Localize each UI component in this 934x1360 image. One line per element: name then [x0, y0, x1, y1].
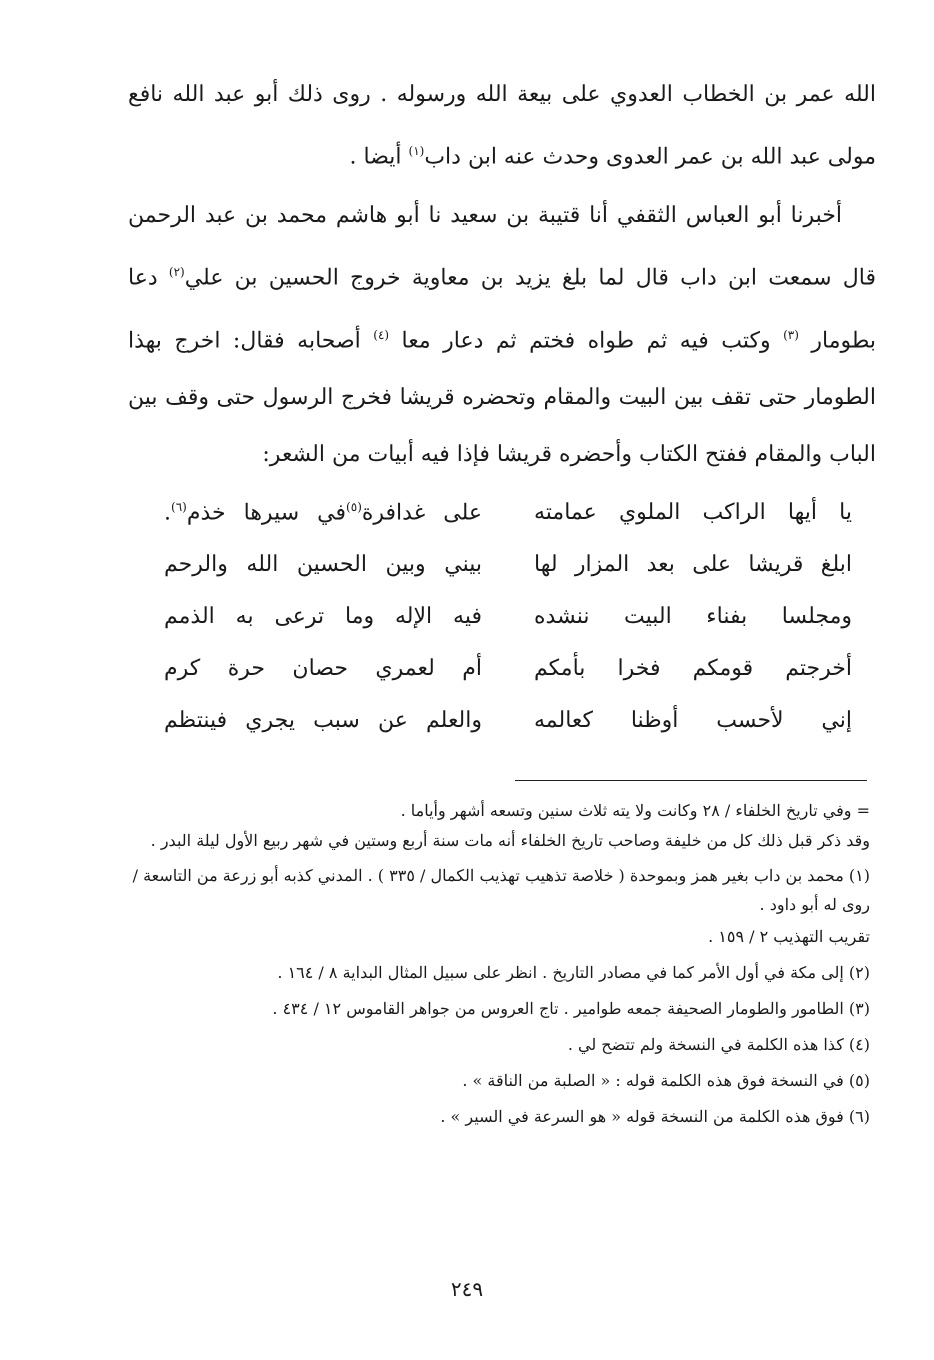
footnote-continued-text: وقد ذكر قبل ذلك كل من خليفة وصاحب تاريخ الخلفاء أنه مات سنة أربع وستين في شهر ربيع الأول ليلة البدر . [150, 831, 870, 850]
poem [128, 487, 876, 747]
footnote-ref-3: (٣) [783, 327, 799, 342]
footnote-1: (١) محمد بن داب بغير همز وبموحدة ( خلاصة تذهيب تهذيب الكمال / ٣٣٥ ) . المدني كذبه أبو زرعة من التاسعة / روى له أبو داود . [132, 866, 870, 914]
footnote-6: (٦) فوق هذه الكلمة من النسخة قوله « هو السرعة في السير » . [440, 1107, 870, 1126]
verse-first-hemistich: ومجلسا بفناء البيت ننشده [534, 604, 852, 630]
footnote-2: (٢) إلى مكة في أول الأمر كما في مصادر التاريخ . انظر على سبيل المثال البداية ٨ / ١٦٤ . [277, 963, 870, 982]
paragraph-1 [128, 66, 876, 185]
verse-second-hemistich [164, 500, 482, 525]
poem-verse [128, 487, 876, 539]
footnote-ref-6: (٦) [171, 500, 187, 515]
footnote-ref-2: (٢) [168, 265, 185, 280]
paragraph-2 [128, 187, 876, 483]
verse-second-hemistich: والعلم عن سبب يجري فينتظم [164, 708, 482, 734]
footnote-4: (٤) كذا هذه الكلمة في النسخة ولم تتضح لي . [567, 1035, 870, 1054]
footnote-ref-1: (١) [408, 144, 425, 158]
footnote-ref-5: (٥) [346, 500, 362, 515]
paragraph-1-end: أيضا . [349, 144, 409, 170]
paragraph-2-text-c: وكتب فيه ثم طواه فختم ثم دعار معا [389, 327, 784, 353]
paragraph-2-text-a: أخبرنا أبو العباس الثقفي أنا قتيبة بن سعيد نا أبو هاشم محمد بن عبد الرحمن قال سمعت ابن داب قال لما بلغ يزيد بن معاوية خروج الحسين بن علي [128, 203, 877, 291]
verse-first-hemistich: إني لأحسب أوظنا كعالمه [534, 708, 852, 734]
verse-first-hemistich: يا أيها الراكب الملوي عمامته [534, 500, 852, 526]
footnote-separator [515, 780, 867, 781]
poem-verse [128, 695, 876, 747]
footnotes [128, 796, 870, 1135]
verse-second-text-c: . [164, 500, 171, 526]
main-text [128, 66, 876, 747]
poem-verse [128, 539, 876, 591]
paragraph-1-text: الله عمر بن الخطاب العدوي على بيعة الله ورسوله . روى ذلك أبو عبد الله نافع مولى عبد الله بن عمر العدوى وحدث عنه ابن داب [128, 82, 876, 170]
poem-verse [128, 643, 876, 695]
footnote-5: (٥) في النسخة فوق هذه الكلمة قوله : « الصلبة من الناقة » . [462, 1071, 870, 1090]
verse-second-hemistich: بيني وبين الحسين الله والرحم [164, 552, 482, 578]
paragraph-2-text-b: دعا بطومار [128, 265, 877, 353]
footnote-ref-4: (٤) [373, 327, 390, 342]
footnote-continued: = وفي تاريخ الخلفاء / ٢٨ وكانت ولا يته ثلاث سنين وتسعه أشهر وأياما . [400, 801, 870, 820]
verse-second-hemistich: فيه الإله وما ترعى به الذمم [164, 604, 482, 630]
verse-first-hemistich: أخرجتم قومكم فخرا بأمكم [534, 656, 852, 682]
footnote-3: (٣) الطامور والطومار الصحيفة جمعه طوامير . تاج العروس من جواهر القاموس ١٢ / ٤٣٤ . [272, 999, 870, 1018]
verse-second-text-a: على غدافرة [361, 500, 483, 526]
footnote-1-source: تقريب التهذيب ٢ / ١٥٩ . [708, 927, 870, 946]
verse-first-hemistich: ابلغ قريشا على بعد المزار لها [534, 552, 852, 578]
paragraph-2-text-d: أصحابه فقال: اخرج بهذا الطومار حتى تقف بين البيت والمقام وتحضره قريشا فخرج الرسول حتى وقف بين الباب والمقام ففتح الكتاب وأحضره قريشا فإذا فيه أبيات من الشعر: [128, 327, 876, 467]
verse-second-text-b: في سيرها خذم [186, 500, 347, 526]
page-number: ٢٤٩ [450, 1277, 484, 1301]
verse-second-hemistich: أم لعمري حصان حرة كرم [164, 656, 482, 682]
poem-verse [128, 591, 876, 643]
